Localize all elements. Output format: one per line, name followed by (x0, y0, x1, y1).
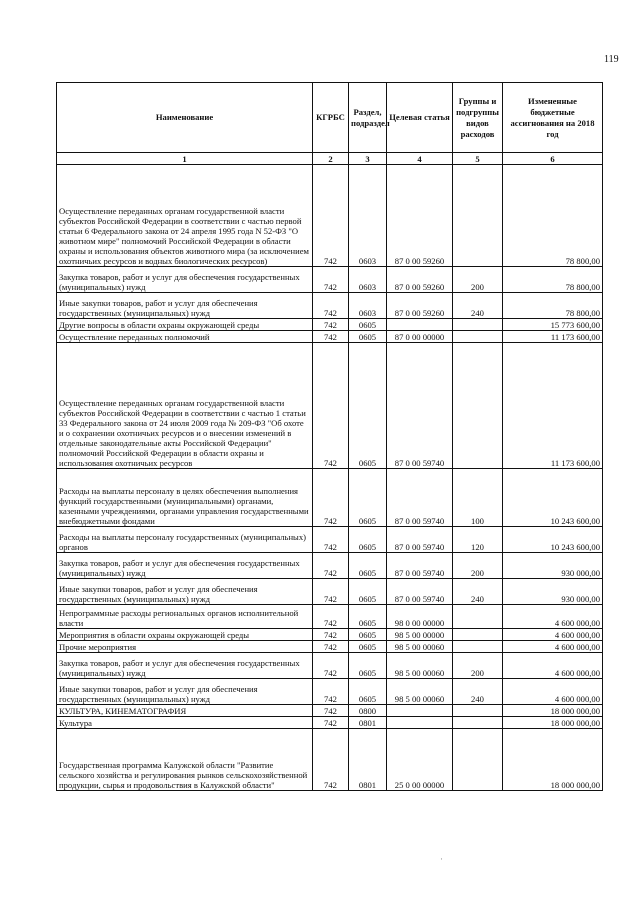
row-name-cell: Мероприятия в области охраны окружающей среды (57, 629, 313, 641)
row-name-cell: Другие вопросы в области охраны окружающей среды (57, 319, 313, 331)
table-row (57, 527, 603, 553)
row-name-cell: Осуществление переданных полномочий (57, 331, 313, 343)
row-amount-cell: 11 173 600,00 (503, 331, 603, 343)
row-target-cell: 98 5 00 00060 (387, 641, 453, 653)
row-kgrbs-cell: 742 (313, 729, 349, 791)
row-kgrbs-cell: 742 (313, 605, 349, 629)
row-name-cell: Расходы на выплаты персоналу в целях обеспечения выполнения функций государственными (муниципальными) органами, казенными учреждениями, органами управления государственными внебюджетными фондами (57, 469, 313, 527)
table-row (57, 469, 603, 527)
row-group-cell (453, 629, 503, 641)
row-group-cell: 200 (453, 553, 503, 579)
row-kgrbs-cell: 742 (313, 331, 349, 343)
row-name-cell: Иные закупки товаров, работ и услуг для обеспечения государственных (муниципальных) нужд (57, 293, 313, 319)
column-number-row (57, 153, 603, 165)
row-kgrbs-cell: 742 (313, 293, 349, 319)
table-row (57, 579, 603, 605)
row-section-cell: 0605 (349, 527, 387, 553)
table-row (57, 293, 603, 319)
row-name-cell: Государственная программа Калужской области "Развитие сельского хозяйства и регулирования рынков сельскохозяйственной продукции, сырья и продовольствия в Калужской области" (57, 729, 313, 791)
row-target-cell: 87 0 00 59260 (387, 165, 453, 267)
row-amount-cell: 930 000,00 (503, 579, 603, 605)
header-group: Группы и подгруппы видов расходов (453, 83, 503, 153)
row-target-cell (387, 717, 453, 729)
table-row (57, 267, 603, 293)
header-kgrbs: КГРБС (313, 83, 349, 153)
column-number: 5 (453, 153, 503, 165)
row-kgrbs-cell: 742 (313, 579, 349, 605)
row-name-cell: Иные закупки товаров, работ и услуг для обеспечения государственных (муниципальных) нужд (57, 579, 313, 605)
row-target-cell: 87 0 00 59740 (387, 579, 453, 605)
column-number: 6 (503, 153, 603, 165)
row-group-cell: 200 (453, 267, 503, 293)
row-amount-cell: 11 173 600,00 (503, 343, 603, 469)
row-group-cell: 100 (453, 469, 503, 527)
row-kgrbs-cell: 742 (313, 717, 349, 729)
header-target: Целевая статья (387, 83, 453, 153)
table-row (57, 705, 603, 717)
row-kgrbs-cell: 742 (313, 319, 349, 331)
column-number: 4 (387, 153, 453, 165)
table-row (57, 165, 603, 267)
row-section-cell: 0605 (349, 469, 387, 527)
row-section-cell: 0605 (349, 629, 387, 641)
row-group-cell (453, 705, 503, 717)
row-name-cell: Культура (57, 717, 313, 729)
table-row (57, 679, 603, 705)
row-section-cell: 0603 (349, 267, 387, 293)
row-group-cell (453, 343, 503, 469)
row-group-cell: 200 (453, 653, 503, 679)
row-name-cell: Закупка товаров, работ и услуг для обеспечения государственных (муниципальных) нужд (57, 553, 313, 579)
table-row (57, 641, 603, 653)
row-section-cell: 0603 (349, 293, 387, 319)
row-name-cell: Непрограммные расходы региональных органов исполнительной власти (57, 605, 313, 629)
row-name-cell: Прочие мероприятия (57, 641, 313, 653)
row-amount-cell: 78 800,00 (503, 165, 603, 267)
row-kgrbs-cell: 742 (313, 165, 349, 267)
row-group-cell (453, 717, 503, 729)
row-section-cell: 0605 (349, 343, 387, 469)
row-amount-cell: 78 800,00 (503, 267, 603, 293)
row-group-cell (453, 331, 503, 343)
row-name-cell: Закупка товаров, работ и услуг для обеспечения государственных (муниципальных) нужд (57, 267, 313, 293)
table-row (57, 319, 603, 331)
row-target-cell: 87 0 00 59740 (387, 553, 453, 579)
row-group-cell (453, 165, 503, 267)
header-name: Наименование (57, 83, 313, 153)
row-name-cell: Расходы на выплаты персоналу государственных (муниципальных) органов (57, 527, 313, 553)
row-amount-cell: 10 243 600,00 (503, 469, 603, 527)
row-kgrbs-cell: 742 (313, 469, 349, 527)
row-group-cell: 240 (453, 579, 503, 605)
table-row (57, 553, 603, 579)
table-row (57, 653, 603, 679)
column-number: 3 (349, 153, 387, 165)
row-name-cell: КУЛЬТУРА, КИНЕМАТОГРАФИЯ (57, 705, 313, 717)
row-target-cell: 25 0 00 00000 (387, 729, 453, 791)
row-section-cell: 0605 (349, 605, 387, 629)
column-number: 1 (57, 153, 313, 165)
row-target-cell (387, 705, 453, 717)
row-group-cell (453, 641, 503, 653)
column-number: 2 (313, 153, 349, 165)
row-group-cell (453, 319, 503, 331)
row-section-cell: 0603 (349, 165, 387, 267)
row-amount-cell: 4 600 000,00 (503, 629, 603, 641)
row-section-cell: 0605 (349, 679, 387, 705)
row-amount-cell: 4 600 000,00 (503, 641, 603, 653)
row-section-cell: 0801 (349, 729, 387, 791)
row-section-cell: 0801 (349, 717, 387, 729)
row-amount-cell: 18 000 000,00 (503, 717, 603, 729)
header-section: Раздел, подраздел (349, 83, 387, 153)
budget-table (56, 82, 603, 791)
row-target-cell: 87 0 00 59260 (387, 267, 453, 293)
row-kgrbs-cell: 742 (313, 343, 349, 469)
row-amount-cell: 10 243 600,00 (503, 527, 603, 553)
row-kgrbs-cell: 742 (313, 679, 349, 705)
row-amount-cell: 18 000 000,00 (503, 705, 603, 717)
table-header-row (57, 83, 603, 153)
page-number: 119 (604, 54, 619, 65)
row-section-cell: 0605 (349, 653, 387, 679)
row-target-cell: 98 5 00 00060 (387, 679, 453, 705)
row-section-cell: 0605 (349, 553, 387, 579)
row-group-cell: 120 (453, 527, 503, 553)
row-name-cell: Иные закупки товаров, работ и услуг для обеспечения государственных (муниципальных) нужд (57, 679, 313, 705)
row-amount-cell: 15 773 600,00 (503, 319, 603, 331)
row-section-cell: 0605 (349, 331, 387, 343)
row-amount-cell: 4 600 000,00 (503, 605, 603, 629)
row-amount-cell: 4 600 000,00 (503, 653, 603, 679)
row-name-cell: Осуществление переданных органам государственной власти субъектов Российской Федерации в соответствии с частью первой статьи 6 Федерального закона от 24 апреля 1995 года N 52-ФЗ "О животном мире" полномочий Российской Федерации в области охраны и использования объектов животного мира (за исключением охотничьих ресурсов и водных биологических ресурсов) (57, 165, 313, 267)
row-kgrbs-cell: 742 (313, 629, 349, 641)
row-group-cell: 240 (453, 293, 503, 319)
row-section-cell: 0800 (349, 705, 387, 717)
row-amount-cell: 78 800,00 (503, 293, 603, 319)
row-group-cell: 240 (453, 679, 503, 705)
row-section-cell: 0605 (349, 579, 387, 605)
row-kgrbs-cell: 742 (313, 705, 349, 717)
row-kgrbs-cell: 742 (313, 553, 349, 579)
row-name-cell: Осуществление переданных органам государственной власти субъектов Российской Федерации в соответствии с частью 1 статьи 33 Федерального закона от 24 июля 2009 года № 209-ФЗ "Об охоте и о сохранении охотничьих ресурсов и о внесении изменений в отдельные законодательные акты Российской Федерации" полномочий Российской Федерации в области охраны и использования охотничьих ресурсов (57, 343, 313, 469)
row-kgrbs-cell: 742 (313, 653, 349, 679)
table-row (57, 331, 603, 343)
table-row (57, 717, 603, 729)
row-amount-cell: 4 600 000,00 (503, 679, 603, 705)
row-amount-cell: 930 000,00 (503, 553, 603, 579)
table-row (57, 343, 603, 469)
row-target-cell: 87 0 00 59740 (387, 527, 453, 553)
table-row (57, 629, 603, 641)
row-kgrbs-cell: 742 (313, 641, 349, 653)
table-row (57, 729, 603, 791)
row-target-cell: 87 0 00 59740 (387, 469, 453, 527)
row-target-cell: 87 0 00 59260 (387, 293, 453, 319)
row-group-cell (453, 605, 503, 629)
row-target-cell: 87 0 00 59740 (387, 343, 453, 469)
header-amount: Измененные бюджетные ассигнования на 2018 год (503, 83, 603, 153)
row-kgrbs-cell: 742 (313, 267, 349, 293)
page-mark: · (440, 854, 443, 864)
row-target-cell: 98 0 00 00000 (387, 605, 453, 629)
row-target-cell: 98 5 00 00000 (387, 629, 453, 641)
row-section-cell: 0605 (349, 641, 387, 653)
row-section-cell: 0605 (349, 319, 387, 331)
row-group-cell (453, 729, 503, 791)
row-target-cell (387, 319, 453, 331)
row-name-cell: Закупка товаров, работ и услуг для обеспечения государственных (муниципальных) нужд (57, 653, 313, 679)
row-kgrbs-cell: 742 (313, 527, 349, 553)
row-target-cell: 98 5 00 00060 (387, 653, 453, 679)
table-row (57, 605, 603, 629)
row-amount-cell: 18 000 000,00 (503, 729, 603, 791)
row-target-cell: 87 0 00 00000 (387, 331, 453, 343)
